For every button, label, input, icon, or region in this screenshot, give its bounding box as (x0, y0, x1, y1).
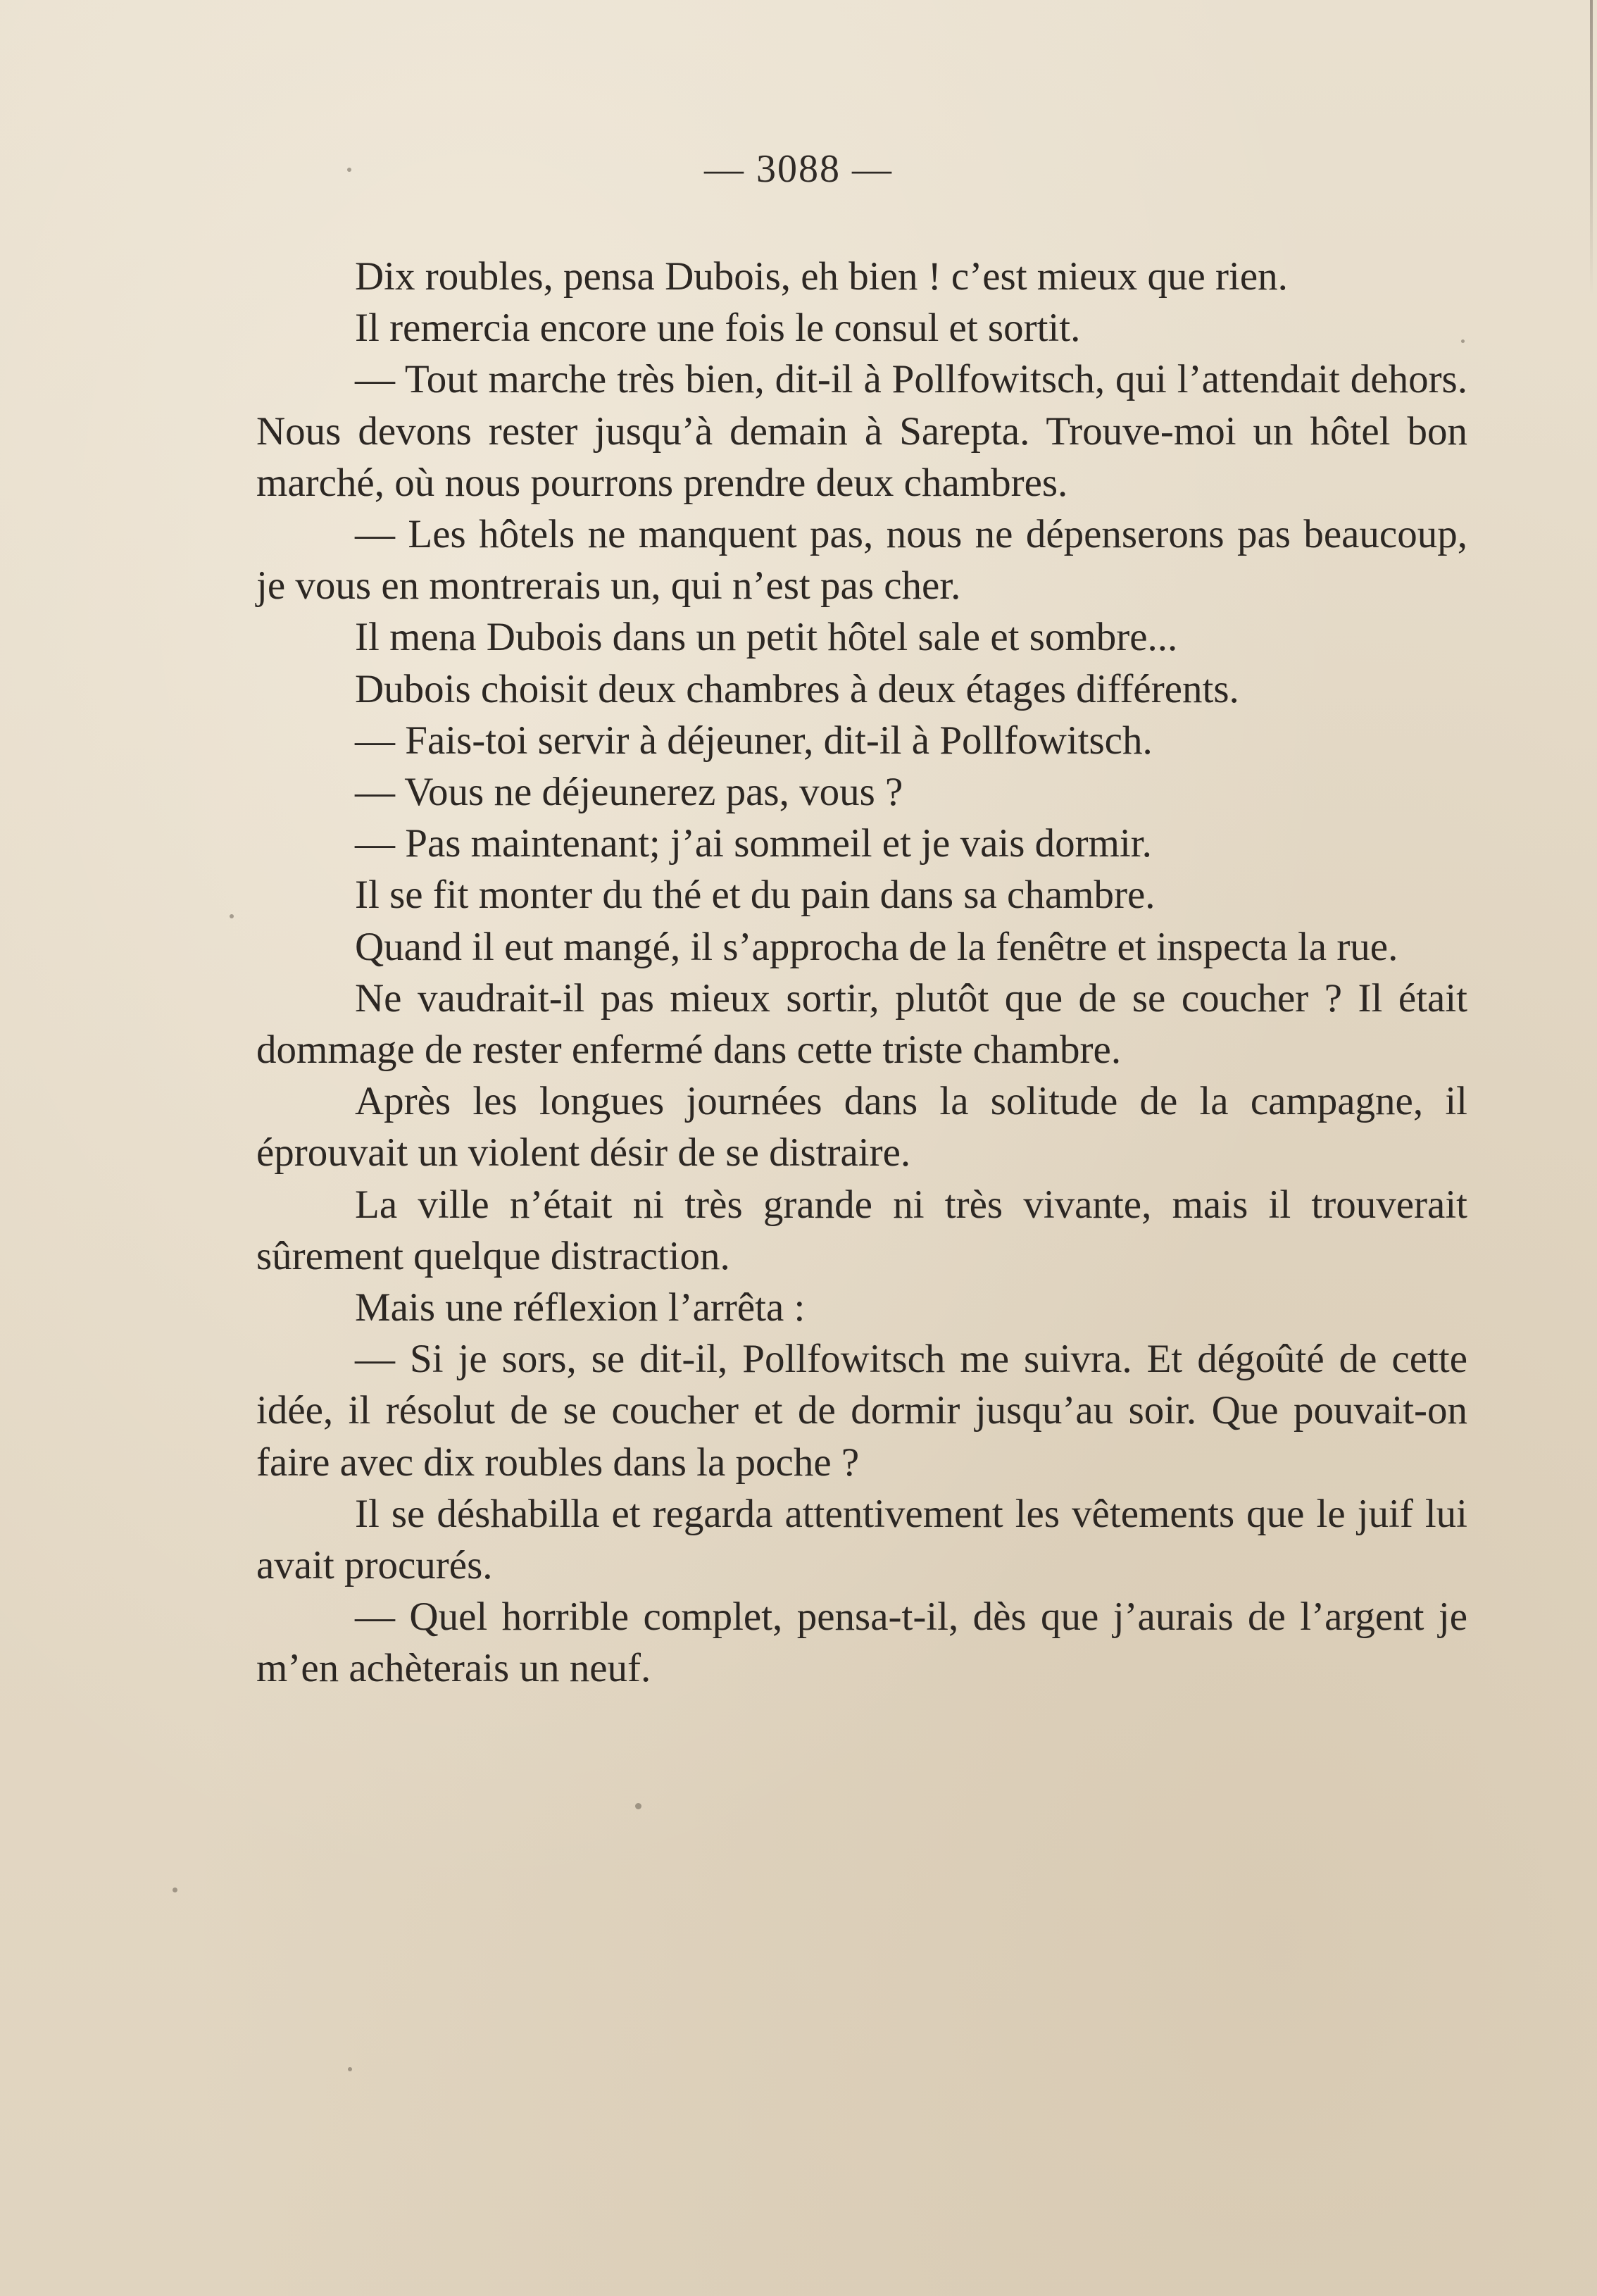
paragraph: Ne vaudrait-il pas mieux sortir, plutôt que de se coucher ? Il était dommage de rester enfermé dans cette triste chambre. (256, 975, 1467, 1073)
paragraph: La ville n’était ni très grande ni très vivante, mais il trouverait sûrement quelque distraction. (256, 1182, 1467, 1278)
paragraph: Mais une réflexion l’arrêta : (355, 1285, 806, 1330)
paragraph: Quand il eut mangé, il s’approcha de la fenêtre et inspecta la rue. (355, 924, 1398, 969)
paragraph: — Tout marche très bien, dit-il à Pollfowitsch, qui l’attendait dehors. Nous devons rester jusqu’à demain à Sarepta. Trouve-moi un hôtel bon marché, où nous pourrons prendre deux chambres. (256, 357, 1467, 505)
paper-speck (230, 914, 234, 918)
paragraph: — Les hôtels ne manquent pas, nous ne dépenserons pas beaucoup, je vous en montrerais un, qui n’est pas cher. (256, 512, 1467, 609)
paper-speck (348, 2067, 352, 2071)
paper-speck (347, 168, 351, 172)
paragraph: Il remercia encore une fois le consul et sortit. (355, 306, 1081, 351)
paragraph: Il mena Dubois dans un petit hôtel sale et sombre... (355, 615, 1178, 660)
paragraph: Dubois choisit deux chambres à deux étages différents. (355, 666, 1239, 711)
paragraph: — Quel horrible complet, pensa-t-il, dès que j’aurais de l’argent je m’en achèterais un neuf. (256, 1595, 1467, 1691)
paper-speck (635, 1803, 641, 1809)
page-number: — 3088 — (704, 147, 893, 191)
body-text (256, 251, 1467, 1695)
paper-speck (173, 1888, 177, 1892)
paragraph: Il se fit monter du thé et du pain dans sa chambre. (355, 873, 1156, 918)
paragraph: Dix roubles, pensa Dubois, eh bien ! c’est mieux que rien. (355, 254, 1288, 299)
paper-speck (1461, 339, 1465, 343)
paragraph: — Si je sors, se dit-il, Pollfowitsch me suivra. Et dégoûté de cette idée, il résolut de se coucher et de dormir jusqu’au soir. Que pouvait-on faire avec dix roubles dans la poche ? (256, 1337, 1467, 1485)
paragraph: — Pas maintenant; j’ai sommeil et je vais dormir. (355, 821, 1152, 866)
paragraph: Après les longues journées dans la solitude de la campagne, il éprouvait un violent désir de se distraire. (256, 1079, 1467, 1175)
paragraph: — Vous ne déjeunerez pas, vous ? (355, 770, 903, 815)
paragraph: — Fais-toi servir à déjeuner, dit-il à Pollfowitsch. (355, 718, 1153, 763)
paragraph: Il se déshabilla et regarda attentivement les vêtements que le juif lui avait procurés. (256, 1491, 1467, 1588)
